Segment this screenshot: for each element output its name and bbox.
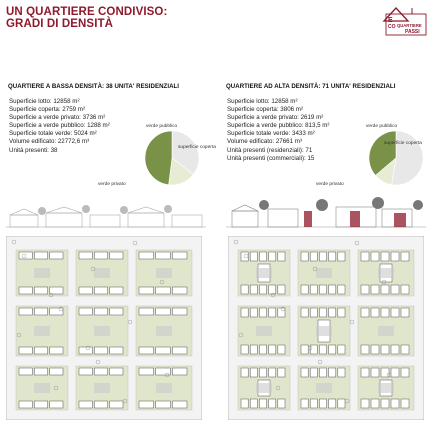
right-stat-covered-area: Superficie coperta: 3806 m² <box>227 106 304 114</box>
right-stat-public-green: Superficie a verde pubblico: 813,5 m² <box>227 122 330 130</box>
svg-text:CO: CO <box>388 24 396 30</box>
left-pie-label-covered: superficie coperta <box>178 145 216 150</box>
left-pie-slice-private <box>145 131 172 185</box>
left-stat-public-green: Superficie a verde pubblico: 1288 m² <box>9 122 110 130</box>
left-pie-label-private: verde privato <box>98 182 126 187</box>
right-stat-commercial-units: Unità presenti (commerciali): 15 <box>227 154 315 162</box>
right-elevation-drawing <box>226 197 426 231</box>
right-pie-slice-covered <box>392 131 423 185</box>
title-line-1: UN QUARTIERE CONDIVISO: <box>6 6 168 18</box>
left-elevation-drawing <box>6 197 206 231</box>
left-stat-total-green: Superficie totale verde: 5024 m² <box>9 130 97 138</box>
right-area-pie-chart <box>366 128 426 188</box>
eco-quartiere-logo <box>382 5 428 37</box>
svg-text:E: E <box>388 17 393 24</box>
right-pie-label-covered: superficie coperta <box>384 141 422 146</box>
left-area-pie-chart <box>142 128 202 188</box>
svg-text:PASSI: PASSI <box>405 29 420 35</box>
left-stat-lot-area: Superficie lotto: 12858 m² <box>9 98 80 105</box>
svg-text:QUARTIERE: QUARTIERE <box>397 23 422 28</box>
right-panel-heading: QUARTIERE AD ALTA DENSITÀ: 71 UNITA' RESIDENZIALI <box>226 83 396 90</box>
right-stat-total-green: Superficie totale verde: 3433 m² <box>227 130 315 138</box>
right-site-plan <box>228 236 424 420</box>
left-pie-label-public: verde pubblico <box>146 124 178 129</box>
left-stats-list <box>9 98 110 155</box>
left-site-plan <box>6 236 202 420</box>
right-stats-list <box>227 98 330 163</box>
left-stat-units: Unità presenti: 38 <box>9 146 58 154</box>
right-stat-lot-area: Superficie lotto: 12858 m² <box>227 98 298 105</box>
right-stat-residential-units: Unità presenti (residenziali): 71 <box>227 146 313 154</box>
right-stat-private-green: Superficie a verde privato: 2619 m² <box>227 114 324 122</box>
left-stat-volume: Volume edificato: 22772,6 m³ <box>9 138 90 146</box>
page-title <box>6 6 167 30</box>
left-stat-private-green: Superficie a verde privato: 3736 m² <box>9 114 106 122</box>
left-stat-covered-area: Superficie coperta: 2759 m² <box>9 106 86 114</box>
right-pie-label-private: verde privato <box>316 182 344 187</box>
right-pie-label-public: verde pubblico <box>366 124 398 129</box>
left-panel-heading: QUARTIERE A BASSA DENSITÀ: 38 UNITA' RESIDENZIALI <box>8 83 180 90</box>
right-stat-volume: Volume edificato: 27661 m³ <box>227 138 302 146</box>
title-line-2: GRADI DI DENSITÀ <box>6 18 114 30</box>
